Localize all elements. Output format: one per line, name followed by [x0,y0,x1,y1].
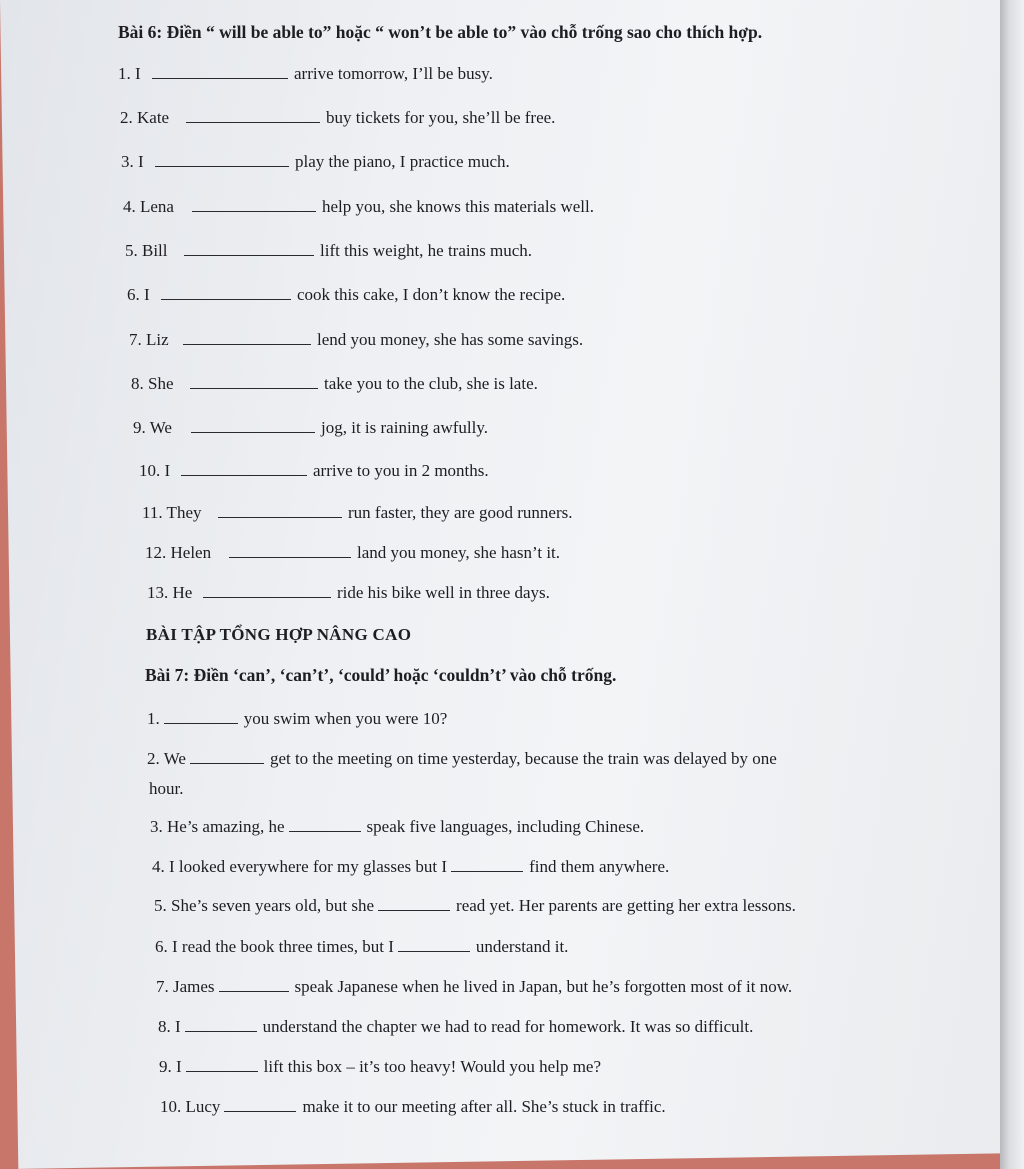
answer-blank[interactable] [192,197,316,212]
answer-blank[interactable] [190,749,264,764]
item-number: 6. I [127,285,150,304]
answer-blank[interactable] [185,1017,257,1032]
exercise6-item-4 [123,197,594,217]
answer-blank[interactable] [184,241,314,256]
item-text: get to the meeting on time yesterday, because the train was delayed by one [269,749,777,768]
answer-blank[interactable] [155,152,289,167]
item-number: 3. I [121,152,144,171]
item-number: 2. Kate [120,108,170,127]
answer-blank[interactable] [191,418,315,433]
answer-blank[interactable] [289,817,361,832]
answer-blank[interactable] [203,583,331,598]
item-text: speak Japanese when he lived in Japan, but he’s forgotten most of it now. [294,977,793,996]
answer-blank[interactable] [181,461,307,476]
item-lead: 4. I looked everywhere for my glasses but I [152,857,448,876]
item-text: find them anywhere. [529,857,670,876]
item-text: help you, she knows this materials well. [322,197,594,216]
item-text: run faster, they are good runners. [348,503,573,522]
item-text: arrive to you in 2 months. [313,461,489,480]
item-text: speak five languages, including Chinese. [366,817,645,836]
exercise6-item-6 [127,285,565,305]
item-text: lend you money, she has some savings. [317,330,584,349]
exercise7-item-2-continued: hour. [149,779,184,798]
answer-blank[interactable] [378,896,450,911]
answer-blank[interactable] [186,108,320,123]
item-text: understand it. [475,937,569,956]
section-title: BÀI TẬP TỔNG HỢP NÂNG CAO [146,625,412,644]
item-lead: 8. I [158,1017,181,1036]
exercise6-item-5 [125,241,532,261]
item-number: 4. Lena [123,197,174,216]
answer-blank[interactable] [451,857,523,872]
exercise6-item-12 [145,543,560,563]
item-text: arrive tomorrow, I’ll be busy. [294,64,493,83]
item-lead: 9. I [159,1057,182,1076]
item-text: make it to our meeting after all. She’s stuck in traffic. [302,1097,666,1116]
exercise7-item-6 [155,937,568,957]
item-text: land you money, she hasn’t it. [357,543,561,562]
answer-blank[interactable] [224,1097,296,1112]
exercise7-item-5 [154,896,796,916]
exercise7-heading: Bài 7: Điền ‘can’, ‘can’t’, ‘could’ hoặc ‘couldn’t’ vào chỗ trống. [145,665,617,685]
item-number: 12. Helen [145,543,212,562]
exercise7-item-7 [156,977,792,997]
item-text: jog, it is raining awfully. [321,418,488,437]
item-lead: 1. [147,709,160,728]
exercise7-item-1 [147,709,447,729]
item-number: 10. I [139,461,171,480]
item-text: ride his bike well in three days. [337,583,550,602]
item-text: understand the chapter we had to read for homework. It was so difficult. [262,1017,754,1036]
exercise6-item-3 [121,152,510,172]
item-lead: 2. We [147,749,186,768]
answer-blank[interactable] [161,285,291,300]
item-text: play the piano, I practice much. [295,152,510,171]
answer-blank[interactable] [219,977,289,992]
item-text: take you to the club, she is late. [324,374,538,393]
item-text: lift this box – it’s too heavy! Would you help me? [263,1057,602,1076]
answer-blank[interactable] [186,1057,258,1072]
item-lead: 3. He’s amazing, he [150,817,285,836]
exercise7-item-2 [147,749,777,769]
item-lead: 7. James [156,977,215,996]
item-text: read yet. Her parents are getting her extra lessons. [456,896,796,915]
item-number: 11. They [142,503,202,522]
exercise7-item-8 [158,1017,753,1037]
answer-blank[interactable] [218,503,342,518]
exercise6-item-1 [118,64,493,84]
exercise6-heading: Bài 6: Điền “ will be able to” hoặc “ won’t be able to” vào chỗ trống sao cho thích hợp. [118,22,763,42]
item-lead: 5. She’s seven years old, but she [154,896,375,915]
item-text: buy tickets for you, she’ll be free. [326,108,556,127]
answer-blank[interactable] [229,543,351,558]
exercise7-item-4 [152,857,669,877]
item-number: 5. Bill [125,241,168,260]
item-text: lift this weight, he trains much. [320,241,532,260]
exercise6-item-10 [139,461,489,481]
answer-blank[interactable] [152,64,288,79]
exercise6-item-11 [142,503,573,523]
exercise6-item-8 [131,374,538,394]
item-number: 13. He [147,583,193,602]
exercise7-item-3 [150,817,644,837]
answer-blank[interactable] [190,374,318,389]
item-lead: 6. I read the book three times, but I [155,937,394,956]
exercise7-item-10 [160,1097,666,1117]
answer-blank[interactable] [164,709,238,724]
exercise6-item-13 [147,583,550,603]
answer-blank[interactable] [183,330,311,345]
exercise6-item-2 [120,108,555,128]
item-text: you swim when you were 10? [243,709,448,728]
exercise6-item-9 [133,418,488,438]
answer-blank[interactable] [398,937,470,952]
exercise6-item-7 [129,330,583,350]
item-number: 1. I [118,64,141,83]
item-number: 9. We [133,418,172,437]
item-lead: 10. Lucy [160,1097,221,1116]
item-number: 8. She [131,374,174,393]
item-number: 7. Liz [129,330,169,349]
item-text: cook this cake, I don’t know the recipe. [297,285,566,304]
exercise7-item-9 [159,1057,601,1077]
